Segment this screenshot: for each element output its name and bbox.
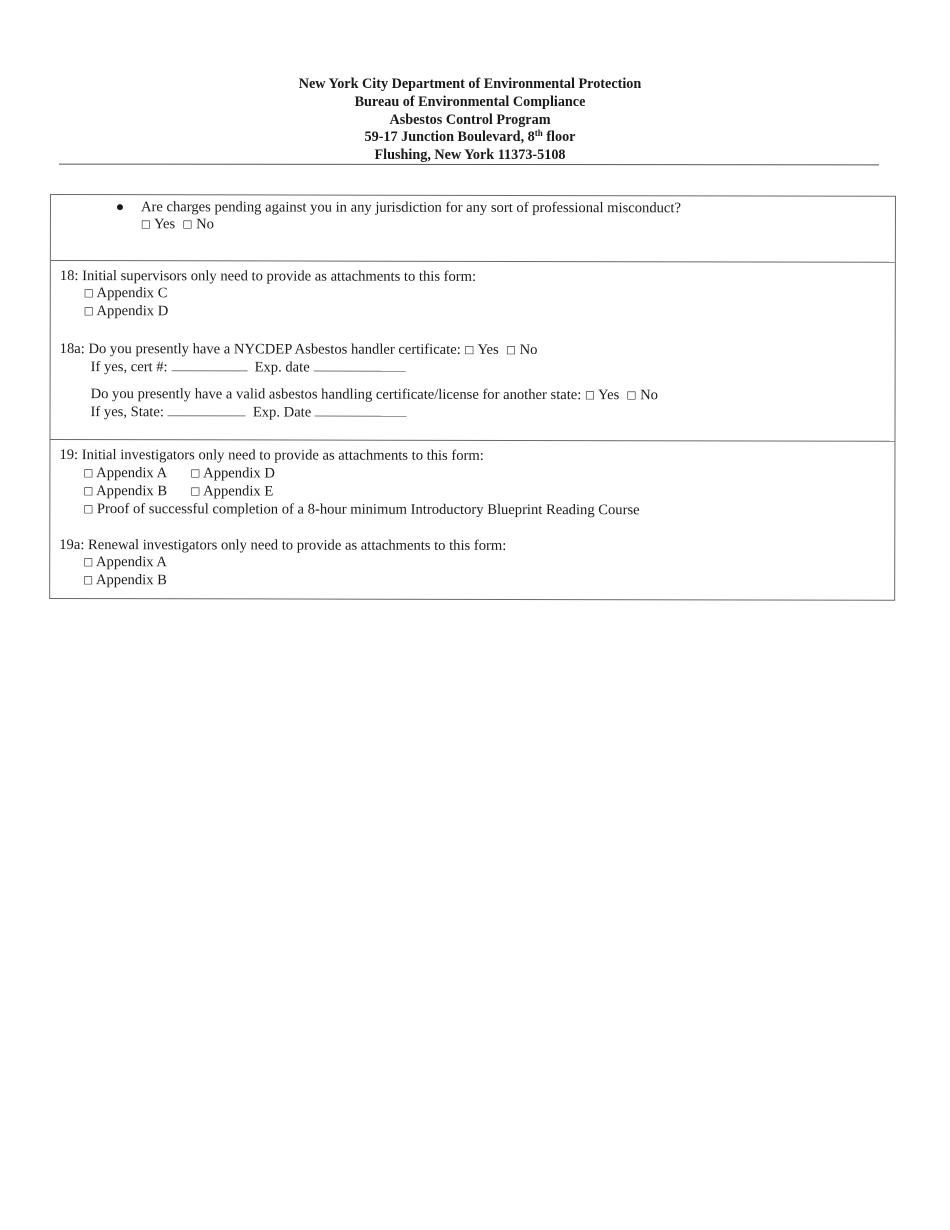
misconduct-no-checkbox[interactable]: □ [182, 218, 193, 231]
other-state-question: Do you presently have a valid asbestos handling certificate/license for another state: [90, 386, 582, 404]
appendix-c-label: Appendix C [96, 285, 168, 302]
form-box [49, 194, 896, 601]
blueprint-course-checkbox[interactable]: □ [83, 503, 94, 516]
other-state-yes-checkbox[interactable]: □ [584, 389, 595, 402]
cert-number-label: If yes, cert #: [90, 359, 168, 376]
program-name: Asbestos Control Program [389, 111, 551, 128]
section-divider [51, 260, 895, 263]
misconduct-no-label: No [196, 216, 214, 233]
renewal-appendix-a-label: Appendix A [95, 554, 167, 571]
renewal-appendix-b-label: Appendix B [95, 572, 167, 589]
investigators-row-3 [83, 501, 639, 520]
city-address: Flushing, New York 11373-5108 [374, 147, 566, 164]
supervisors-option-appendix-d [84, 303, 169, 321]
inv-appendix-e-checkbox[interactable]: □ [190, 485, 201, 498]
handler-question: 18a: Do you presently have a NYCDEP Asbestos handler certificate: [59, 341, 461, 358]
state-row [91, 402, 407, 422]
street-address [0, 129, 940, 147]
misconduct-answer-row [141, 216, 214, 234]
bureau-name: Bureau of Environmental Compliance [354, 93, 586, 110]
inv-appendix-d-label: Appendix D [203, 465, 275, 482]
other-state-no-checkbox[interactable]: □ [626, 389, 637, 402]
inv-appendix-e-label: Appendix E [203, 483, 274, 500]
renewal-appendix-a-checkbox[interactable]: □ [83, 556, 94, 569]
misconduct-yes-checkbox[interactable]: □ [140, 218, 151, 231]
renewal-appendix-b-checkbox[interactable]: □ [83, 574, 94, 587]
inv-appendix-a-checkbox[interactable]: □ [83, 467, 94, 480]
document-header [0, 76, 940, 165]
street-address-tail: floor [542, 129, 576, 146]
renewal-option-appendix-a [83, 554, 167, 572]
header-divider [59, 164, 879, 166]
investigators-row-1b [190, 465, 275, 483]
section-divider [50, 439, 894, 442]
state-field[interactable] [168, 402, 246, 416]
cert-number-field[interactable] [171, 357, 247, 371]
state-exp-date-field[interactable] [315, 403, 407, 417]
agency-name: New York City Department of Environmental Protection [298, 76, 642, 92]
handler-yes-label: Yes [477, 341, 499, 358]
supervisors-heading: 18: Initial supervisors only need to provide as attachments to this form: [59, 268, 477, 285]
state-label: If yes, State: [90, 404, 164, 421]
supervisors-option-appendix-c [84, 285, 168, 303]
cert-exp-label: Exp. date [254, 359, 310, 376]
investigators-row-2b [190, 483, 273, 501]
investigators-heading: 19: Initial investigators only need to provide as attachments to this form: [59, 447, 484, 464]
renewal-option-appendix-b [83, 572, 167, 590]
investigators-row-2 [83, 483, 167, 501]
street-address-main: 59-17 Junction Boulevard, 8 [364, 129, 535, 146]
inv-appendix-b-label: Appendix B [96, 483, 168, 500]
blueprint-course-label: Proof of successful completion of a 8-hour minimum Introductory Blueprint Reading Course [96, 501, 640, 519]
state-exp-label: Exp. Date [252, 404, 312, 421]
cert-row [91, 357, 406, 377]
other-state-no-label: No [640, 387, 659, 404]
handler-no-checkbox[interactable]: □ [505, 343, 516, 356]
inv-appendix-a-label: Appendix A [96, 465, 168, 482]
bullet-icon [117, 204, 123, 210]
appendix-c-checkbox[interactable]: □ [83, 287, 94, 300]
floor-ordinal-suffix: th [534, 128, 543, 139]
inv-appendix-d-checkbox[interactable]: □ [190, 467, 201, 480]
appendix-d-checkbox[interactable]: □ [83, 305, 94, 318]
handler-yes-checkbox[interactable]: □ [464, 343, 475, 356]
handler-no-label: No [519, 341, 538, 359]
appendix-d-label: Appendix D [96, 303, 169, 320]
cert-exp-date-field[interactable] [313, 358, 405, 372]
other-state-yes-label: Yes [598, 387, 620, 404]
renewal-heading: 19a: Renewal investigators only need to provide as attachments to this form: [59, 537, 507, 554]
investigators-row-1 [83, 465, 167, 483]
inv-appendix-b-checkbox[interactable]: □ [83, 485, 94, 498]
misconduct-yes-label: Yes [153, 216, 176, 233]
misconduct-question: Are charges pending against you in any jurisdiction for any sort of professional misconduct? [140, 199, 681, 217]
